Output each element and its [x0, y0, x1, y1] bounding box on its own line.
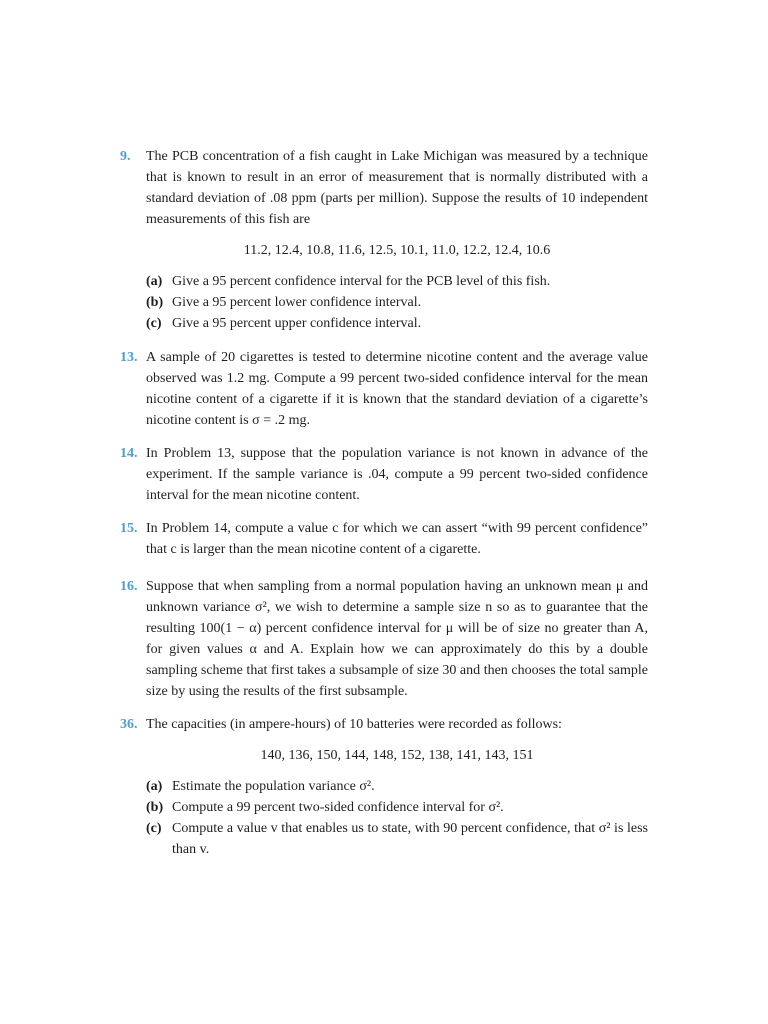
problem-15: [120, 518, 648, 560]
part-text: Give a 95 percent confidence interval for the PCB level of this fish.: [172, 274, 551, 289]
problem-text: The PCB concentration of a fish caught in Lake Michigan was measured by a technique that is known to result in an error of measurement that is normally distributed with a standard deviation of .08 ppm (parts per million). Suppose the results of 10 independent measurements of this fish are: [146, 149, 648, 227]
problem-16: [120, 576, 648, 702]
part-label: (b): [146, 800, 164, 815]
part-b: [146, 797, 648, 818]
part-c: [146, 818, 648, 860]
part-a: [146, 776, 648, 797]
part-label: (c): [146, 316, 162, 331]
part-label: (c): [146, 821, 162, 836]
part-label: (b): [146, 295, 164, 310]
problem-parts: [146, 776, 648, 860]
problem-text: Suppose that when sampling from a normal population having an unknown mean μ and unknown variance σ², we wish to determine a sample size n so as to guarantee that the resulting 100(1 − α) percent confidence interval for μ will be of size no greater than A, for given values α and A. Explain how we can approximately do this by a double sampling scheme that first takes a subsample of size 30 and then chooses the total sample size by using the results of the first subsample.: [146, 579, 648, 699]
part-text: Compute a 99 percent two-sided confidence interval for σ².: [172, 800, 504, 815]
problem-9: [120, 146, 648, 334]
part-text: Give a 95 percent upper confidence interval.: [172, 316, 422, 331]
problem-text: A sample of 20 cigarettes is tested to determine nicotine content and the average value observed was 1.2 mg. Compute a 99 percent two-sided confidence interval for the mean nicotine content of a cigarette if it is known that the standard deviation of a cigarette’s nicotine content is σ = .2 mg.: [146, 350, 648, 428]
part-label: (a): [146, 274, 163, 289]
part-c: [146, 313, 648, 334]
part-text: Give a 95 percent lower confidence interval.: [172, 295, 422, 310]
problem-14: [120, 443, 648, 506]
battery-data: 140, 136, 150, 144, 148, 152, 138, 141, 143, 151: [260, 748, 534, 763]
measurement-data: 11.2, 12.4, 10.8, 11.6, 12.5, 10.1, 11.0, 12.2, 12.4, 10.6: [243, 243, 551, 258]
part-text: Compute a value v that enables us to state, with 90 percent confidence, that σ² is less than v.: [172, 821, 648, 857]
problem-number: 36.: [120, 717, 138, 732]
problem-number: 16.: [120, 579, 138, 594]
part-label: (a): [146, 779, 163, 794]
problem-13: [120, 347, 648, 431]
problem-number: 9.: [120, 149, 131, 164]
part-a: [146, 271, 648, 292]
part-b: [146, 292, 648, 313]
problem-number: 14.: [120, 446, 138, 461]
part-text: Estimate the population variance σ².: [172, 779, 375, 794]
problem-36: [120, 714, 648, 860]
problem-text: The capacities (in ampere-hours) of 10 batteries were recorded as follows:: [146, 717, 562, 732]
problem-text: In Problem 13, suppose that the population variance is not known in advance of the experiment. If the sample variance is .04, compute a 99 percent two-sided confidence interval for the mean nicotine content.: [146, 446, 648, 503]
problem-number: 15.: [120, 521, 138, 536]
problem-text: In Problem 14, compute a value c for which we can assert “with 99 percent confidence” that c is larger than the mean nicotine content of a cigarette.: [146, 521, 648, 557]
problem-parts: [146, 271, 648, 334]
problem-number: 13.: [120, 350, 138, 365]
